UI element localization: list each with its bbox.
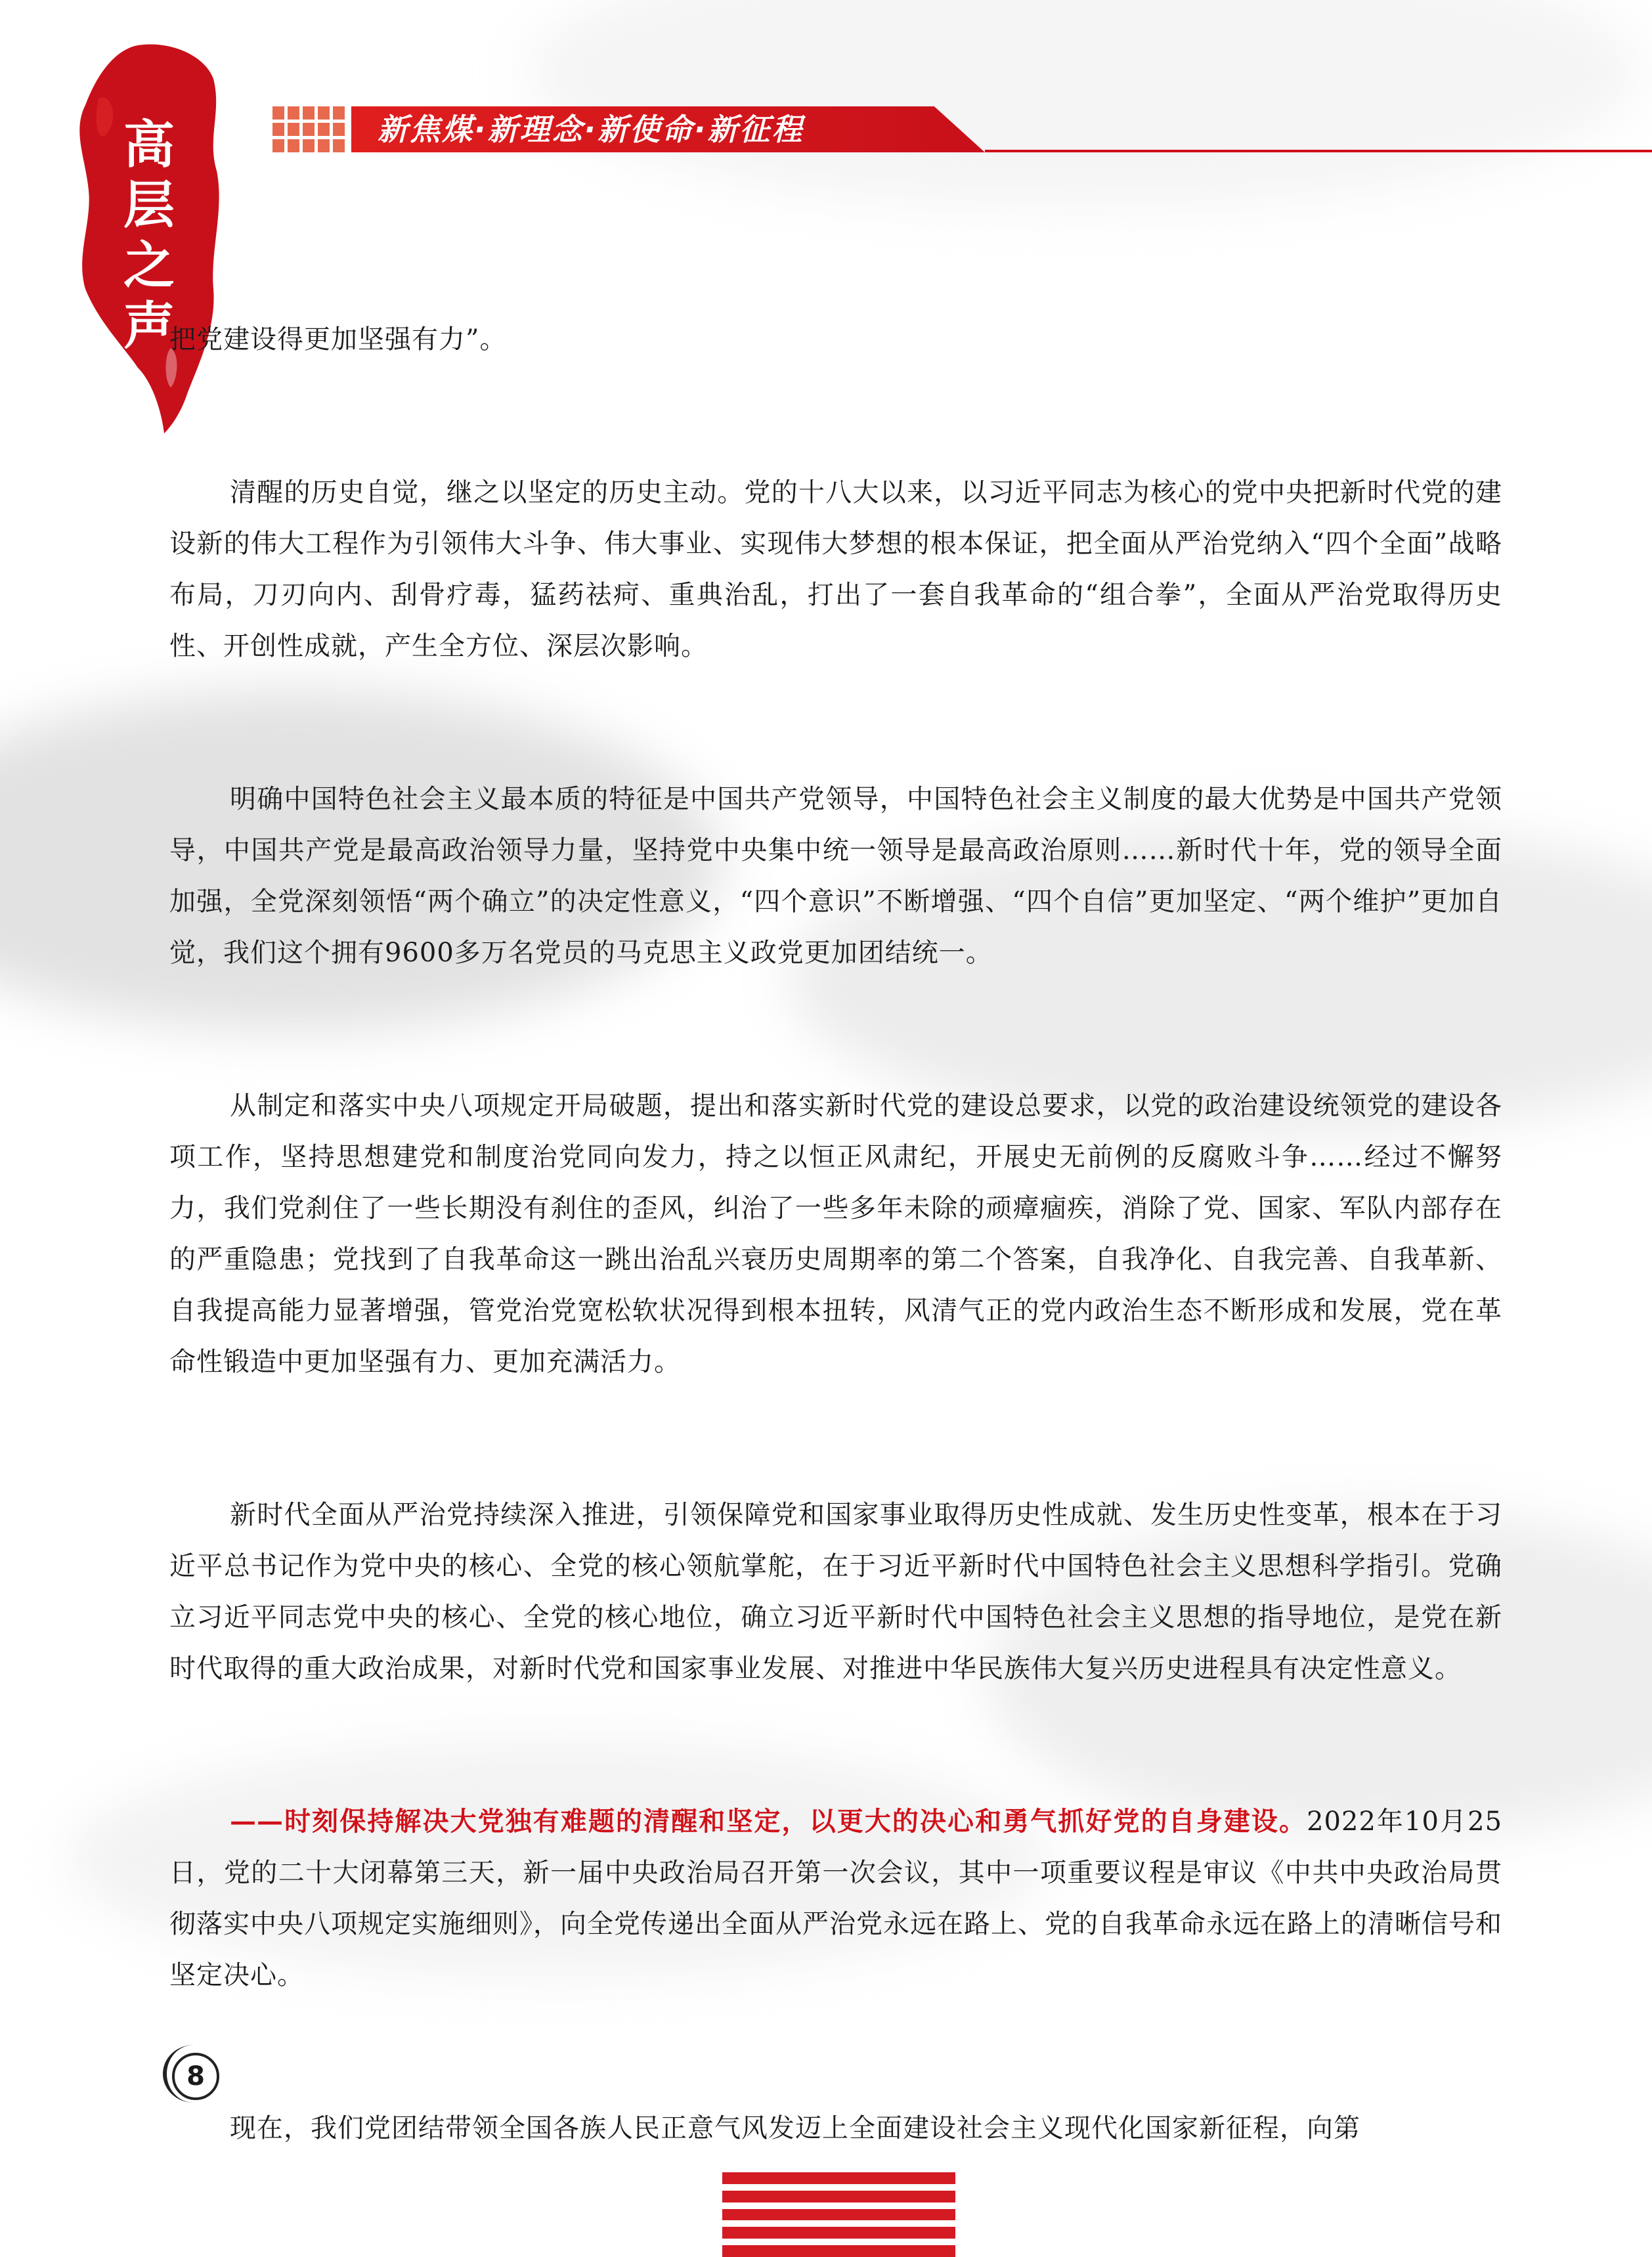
header-slogan: 新焦煤·新理念·新使命·新征程 [378, 112, 804, 147]
article-paragraph: 清醒的历史自觉，继之以坚定的历史主动。党的十八大以来，以习近平同志为核心的党中央把新时代党的建设新的伟大工程作为引领伟大斗争、伟大事业、实现伟大梦想的根本保证，把全面从严治党纳入“四个全面”战略布局，刀刃向内、刮骨疗毒，猛药祛疴、重典治乱，打出了一套自我革命的“组合拳”，全面从严治党取得历史性、开创性成就，产生全方位、深层次影响。 [169, 477, 1502, 661]
header-rule [985, 150, 1652, 152]
article-paragraph: 现在，我们党团结带领全国各族人民正意气风发迈上全面建设社会主义现代化国家新征程，向第 [230, 2113, 1360, 2143]
section-title: 高层之声 [123, 116, 175, 356]
page-number: 8 [172, 2053, 219, 2100]
article-body [169, 314, 1502, 2154]
footer-stripes [722, 2172, 955, 2257]
header-dot-pattern [272, 106, 345, 152]
article-paragraph: 把党建设得更加坚强有力”。 [169, 324, 507, 355]
article-paragraph-highlighted [169, 1796, 1502, 2001]
paragraph-text: 2022年10月25日，党的二十大闭幕第三天，新一届中央政治局召开第一次会议，其中一项重要议程是审议《中共中央政治局贯彻落实中央八项规定实施细则》，向全党传递出全面从严治党永远在路上、党的自我革命永远在路上的清晰信号和坚定决心。 [169, 1807, 1503, 1990]
article-paragraph: 明确中国特色社会主义最本质的特征是中国共产党领导，中国特色社会主义制度的最大优势是中国共产党领导，中国共产党是最高政治领导力量，坚持党中央集中统一领导是最高政治原则……新时代十年，党的领导全面加强，全党深刻领悟“两个确立”的决定性意义，“四个意识”不断增强、“四个自信”更加坚定、“两个维护”更加自觉，我们这个拥有9600多万名党员的马克思主义政党更加团结统一。 [169, 784, 1502, 968]
background-wash [525, 0, 1641, 210]
highlight-heading: ——时刻保持解决大党独有难题的清醒和坚定，以更大的决心和勇气抓好党的自身建设。 [230, 1806, 1307, 1837]
article-paragraph: 新时代全面从严治党持续深入推进，引领保障党和国家事业取得历史性成就、发生历史性变革，根本在于习近平总书记作为党中央的核心、全党的核心领航掌舵，在于习近平新时代中国特色社会主义思想科学指引。党确立习近平同志党中央的核心、全党的核心地位，确立习近平新时代中国特色社会主义思想的指导地位，是党在新时代取得的重大政治成果，对新时代党和国家事业发展、对推进中华民族伟大复兴历史进程具有决定性意义。 [169, 1500, 1502, 1684]
article-paragraph: 从制定和落实中央八项规定开局破题，提出和落实新时代党的建设总要求，以党的政治建设统领党的建设各项工作，坚持思想建党和制度治党同向发力，持之以恒正风肃纪，开展史无前例的反腐败斗争……经过不懈努力，我们党刹住了一些长期没有刹住的歪风，纠治了一些多年未除的顽瘴痼疾，消除了党、国家、军队内部存在的严重隐患；党找到了自我革命这一跳出治乱兴衰历史周期率的第二个答案，自我净化、自我完善、自我革新、自我提高能力显著增强，管党治党宽松软状况得到根本扭转，风清气正的党内政治生态不断形成和发展，党在革命性锻造中更加坚强有力、更加充满活力。 [169, 1091, 1502, 1377]
